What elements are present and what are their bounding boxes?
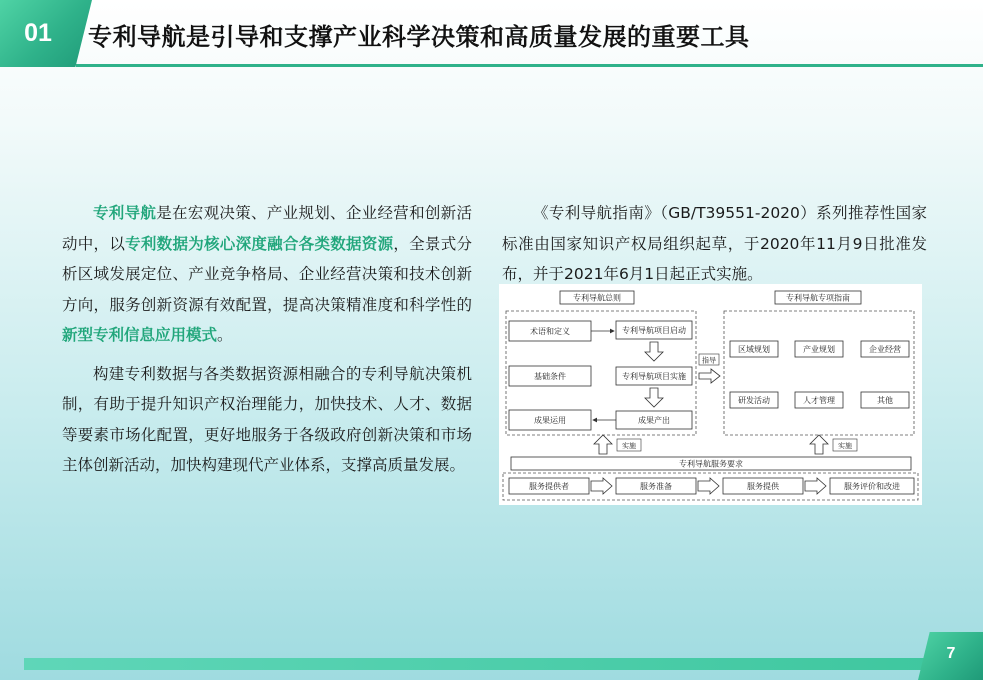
node-enterprise: 企业经营 — [869, 345, 901, 354]
label-guide: 指导 — [702, 356, 716, 365]
intro-text-1: 是在宏观决策、产业规划、企业经营和创新活动中，以 — [62, 204, 472, 253]
highlight-new-model: 新型专利信息应用模式 — [62, 326, 218, 344]
intro-text-3: 。 — [217, 326, 233, 344]
footer-bar — [24, 658, 934, 670]
node-talent: 人才管理 — [803, 396, 835, 405]
node-eval: 服务评价和改进 — [844, 482, 900, 491]
label-implement-right: 实施 — [838, 442, 852, 450]
label-implement-left: 实施 — [622, 442, 636, 450]
intro-paragraph — [62, 198, 472, 351]
left-text-block — [62, 198, 472, 481]
node-industry: 产业规划 — [803, 345, 835, 354]
node-terms: 术语和定义 — [530, 327, 570, 336]
node-basic: 基础条件 — [534, 372, 566, 381]
service-requirement: 专利导航服务要求 — [679, 459, 743, 469]
special-title: 专利导航专项指南 — [786, 293, 850, 303]
node-results-out: 成果产出 — [638, 416, 670, 425]
header-divider — [76, 64, 983, 67]
highlight-patent-navigation: 专利导航 — [93, 204, 157, 222]
standard-paragraph: 《专利导航指南》（GB/T39551-2020）系列推荐性国家标准由国家知识产权局组织起草，于2020年11月9日批准发布，并于2021年6月1日起正式实施。 — [502, 204, 927, 283]
node-regional: 区域规划 — [738, 345, 770, 354]
node-project-impl: 专利导航项目实施 — [622, 372, 686, 381]
section-number: 01 — [24, 19, 52, 47]
node-provider: 服务提供者 — [529, 482, 569, 491]
node-project-start: 专利导航项目启动 — [622, 326, 686, 335]
right-text-block — [502, 198, 927, 290]
general-title: 专利导航总则 — [573, 293, 621, 303]
node-prep: 服务准备 — [640, 482, 672, 491]
node-results-use: 成果运用 — [534, 416, 566, 425]
page-title: 专利导航是引导和支撑产业科学决策和高质量发展的重要工具 — [88, 23, 750, 51]
node-provide: 服务提供 — [747, 482, 779, 491]
mechanism-paragraph: 构建专利数据与各类数据资源相融合的专利导航决策机制，有助于提升知识产权治理能力，加快技术、人才、数据等要素市场化配置，更好地服务于各级政府创新决策和市场主体创新活动，加快构建现代产业体系，支撑高质量发展。 — [62, 364, 472, 474]
standard-structure-diagram — [499, 284, 922, 505]
highlight-data-core: 专利数据为核心深度融合各类数据资源 — [125, 234, 394, 253]
page-number: 7 — [946, 645, 956, 662]
node-rnd: 研发活动 — [738, 396, 770, 405]
node-other: 其他 — [877, 396, 893, 405]
intro-text-2: ，全景式分析区域发展定位、产业竞争格局、企业经营决策和技术创新方向，服务创新资源有效配置，提高决策精准度和科学性的 — [62, 234, 472, 314]
